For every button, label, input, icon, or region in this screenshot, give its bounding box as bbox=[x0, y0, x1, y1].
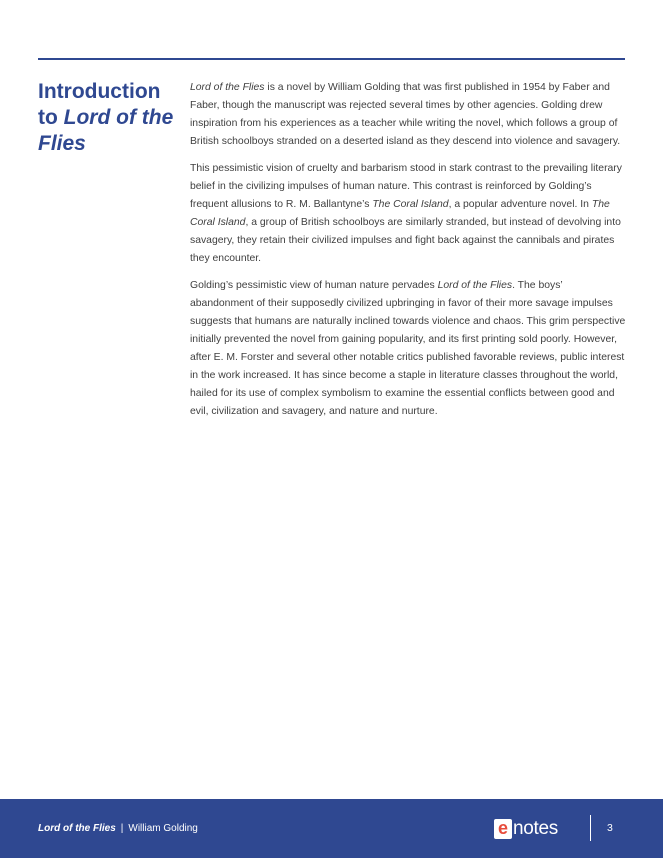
coral-island-title-a: The Coral Island bbox=[372, 199, 449, 210]
enotes-logo bbox=[494, 818, 558, 840]
title-line-2-italic: Lord of the bbox=[63, 106, 174, 129]
title-line-1: Introduction bbox=[38, 80, 161, 103]
footer-book-title: Lord of the Flies bbox=[38, 823, 116, 834]
footer-separator: | bbox=[120, 823, 124, 834]
page-title bbox=[38, 79, 186, 157]
coral-island-title-b: The Coral Island bbox=[190, 199, 610, 228]
paragraph-2 bbox=[190, 160, 628, 268]
footer-divider bbox=[590, 815, 591, 841]
paragraph-2-text-c: , a group of British schoolboys are similarly stranded, but instead of devolving into savagery, they retain their civilized impulses and fight back against the cannibals and pirates they encounter. bbox=[190, 217, 621, 264]
paragraph-3-text-b: . The boys’ abandonment of their supposedly civilized upbringing in favor of their more savage impulses suggests that humans are naturally inclined towards violence and chaos. This grim perspective initially prevented the novel from gaining popularity, and its first printing sold poorly. However, after E. M. Forster and several other notable critics published favorable reviews, public interest in the work increased. It has since become a staple in literature classes throughout the world, hailed for its use of complex symbolism to examine the essential conflicts between good and evil, civilization and savagery, and nature and nurture. bbox=[190, 280, 626, 417]
title-line-2-prefix: to bbox=[38, 106, 64, 129]
paragraph-3 bbox=[190, 277, 628, 421]
book-title-italic-2: Lord of the Flies bbox=[437, 280, 513, 291]
page-footer bbox=[0, 799, 663, 858]
title-line-3-italic: Flies bbox=[38, 132, 86, 155]
enotes-logo-e-icon: e bbox=[494, 819, 512, 839]
top-rule bbox=[38, 58, 625, 60]
page-number: 3 bbox=[607, 822, 613, 834]
footer-caption bbox=[38, 823, 198, 834]
paragraph-2-text-a: This pessimistic vision of cruelty and barbarism stood in stark contrast to the prevailing literary belief in the civilizing impulses of human nature. This contrast is reinforced by Golding’s frequent allusions to R. M. Ballantyne’s bbox=[190, 163, 622, 210]
paragraph-2-text-b: , a popular adventure novel. In bbox=[448, 199, 592, 210]
paragraph-3-text-a: Golding’s pessimistic view of human nature pervades bbox=[190, 280, 438, 291]
body-text bbox=[190, 79, 628, 430]
paragraph-1 bbox=[190, 79, 628, 151]
footer-author: William Golding bbox=[128, 823, 198, 834]
book-title-italic: Lord of the Flies bbox=[190, 82, 265, 93]
enotes-logo-text: notes bbox=[513, 818, 558, 839]
paragraph-1-text: is a novel by William Golding that was first published in 1954 by Faber and Faber, though the manuscript was rejected several times by other agencies. Golding drew inspiration from his experiences as a teacher while writing the novel, which follows a group of British schoolboys stranded on a deserted island as they descend into violence and savagery. bbox=[190, 82, 621, 147]
